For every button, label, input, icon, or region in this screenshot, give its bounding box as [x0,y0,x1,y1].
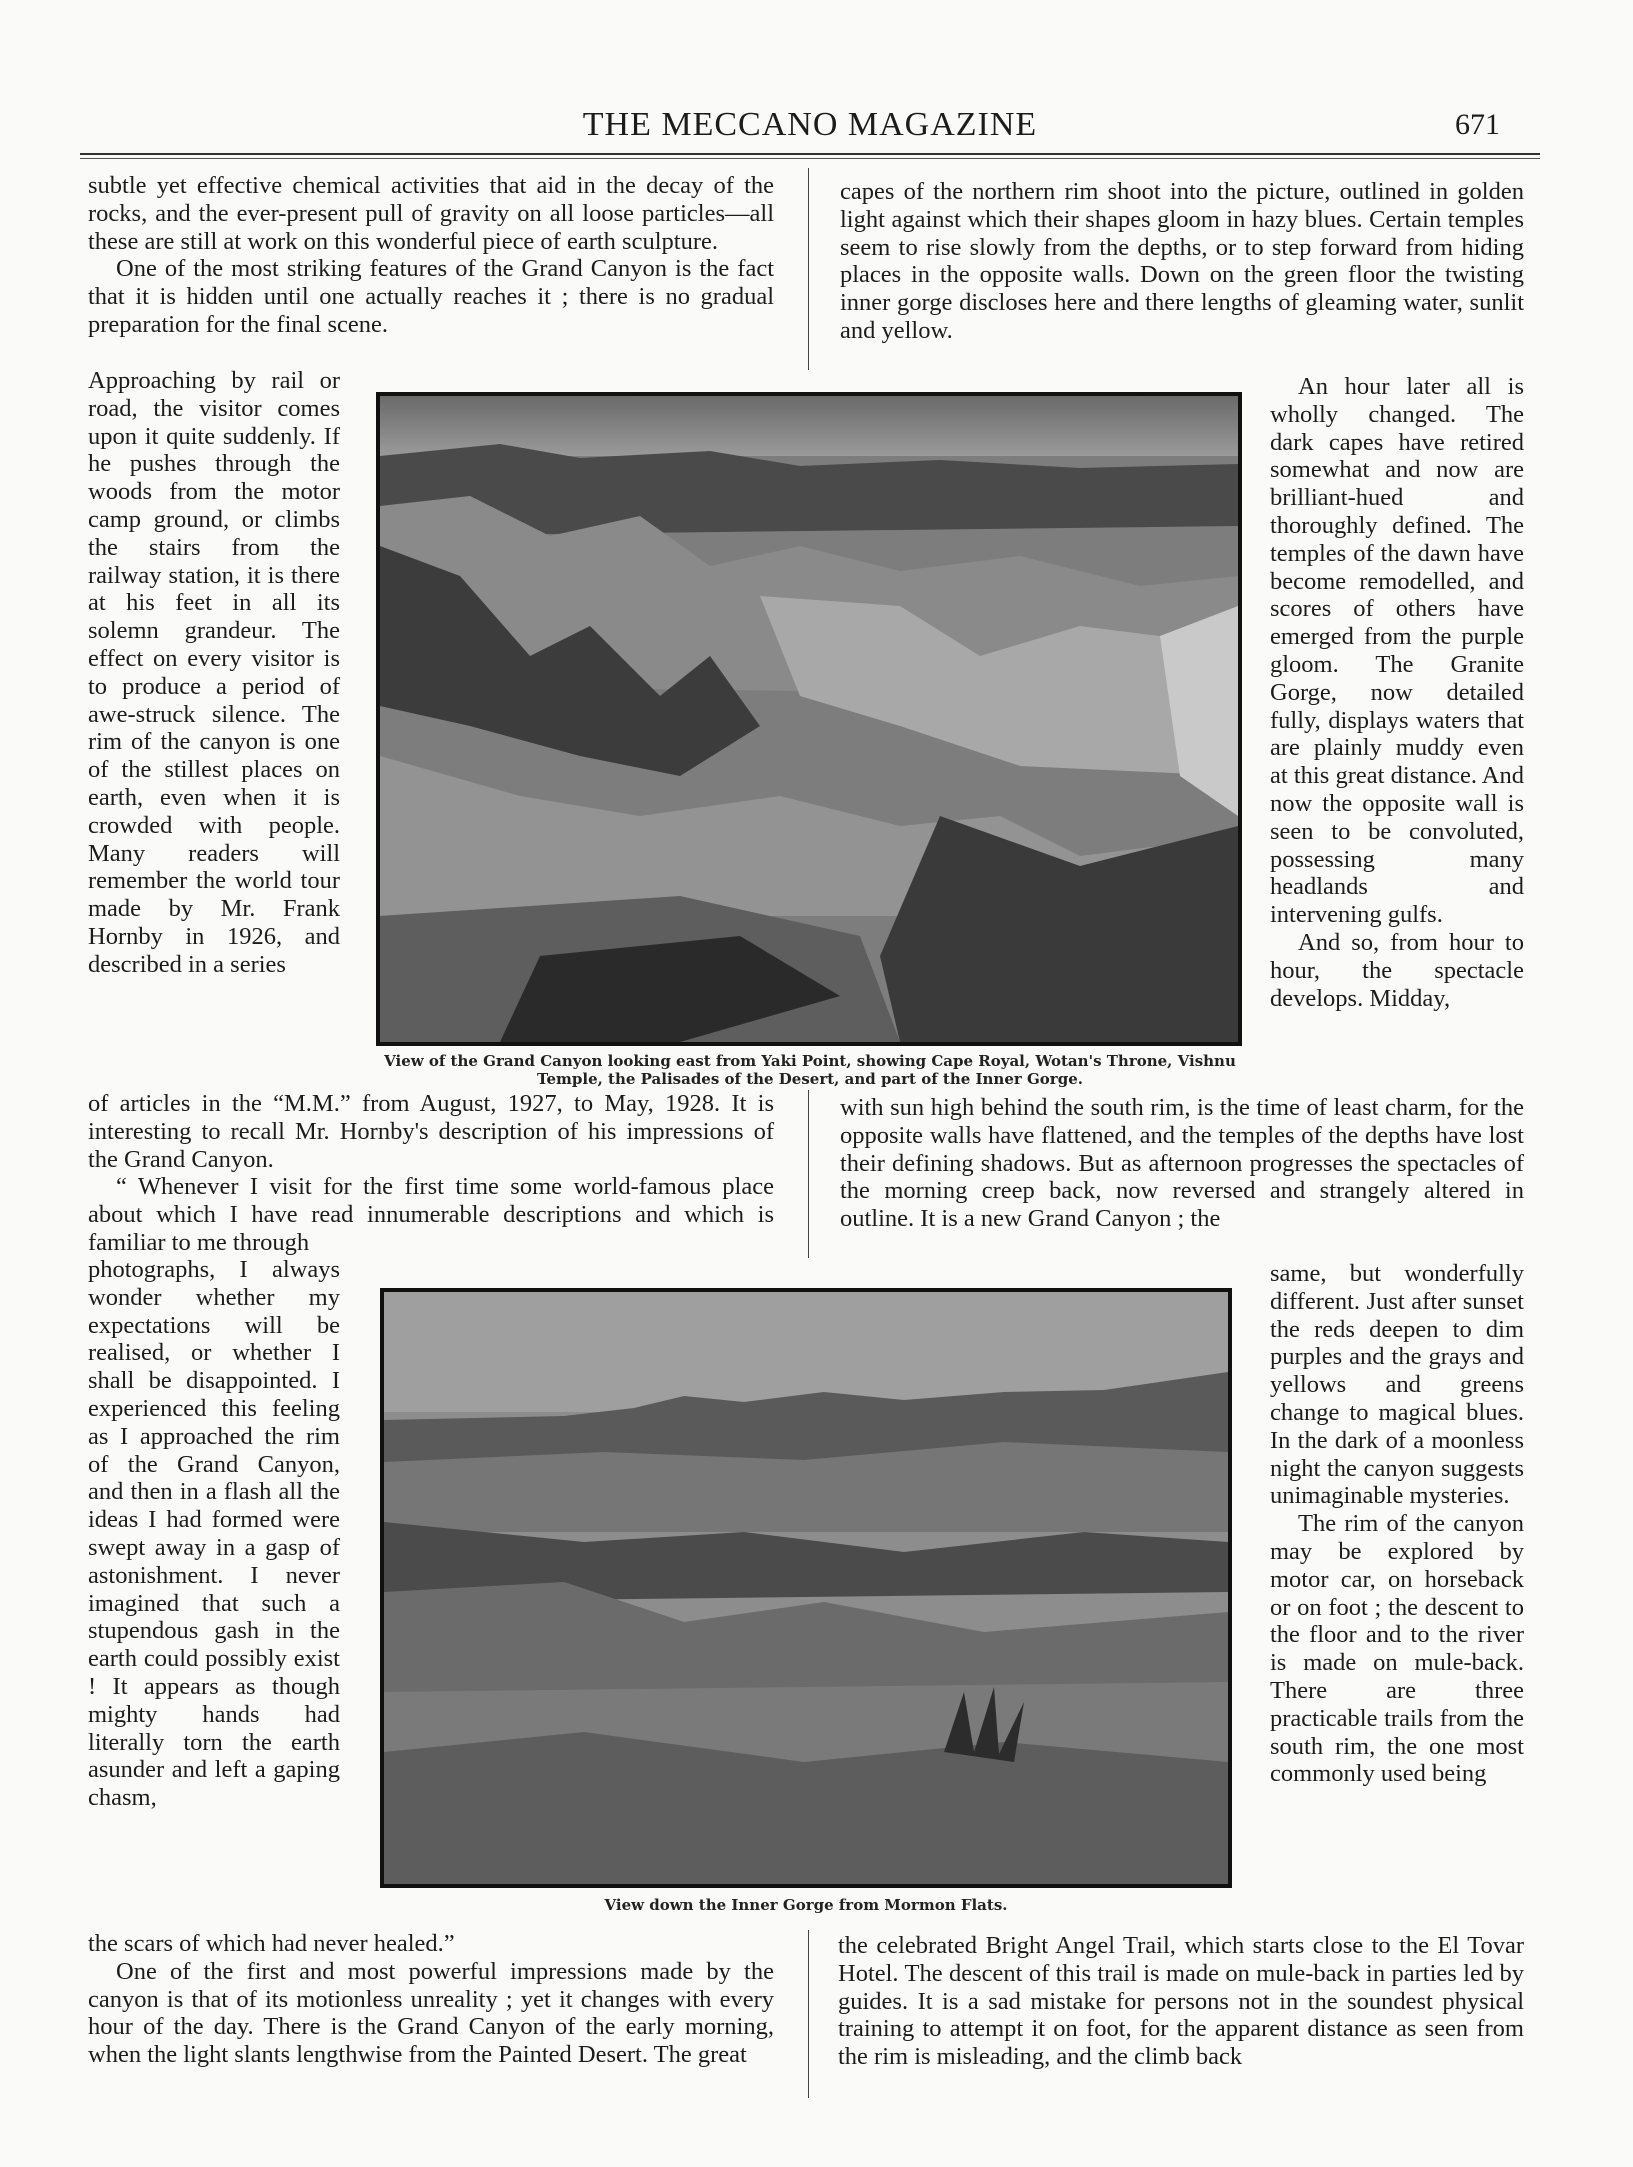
left-column-top [88,172,774,339]
magazine-title: THE MECCANO MAGAZINE [582,106,1038,143]
paragraph: same, but wonderfully different. Just after sunset the reds deepen to dim purples and the grays and yellows and greens change to magical blues. In the dark of a moonless night the canyon suggests unimaginable mysteries. [1270,1260,1524,1510]
inner-gorge-landscape-image [384,1292,1228,1884]
header-rule-thin [80,158,1540,159]
left-column-middle [88,1090,774,1257]
paragraph: photographs, I always wonder whether my expectations will be realised, or whether I shall be disappointed. I experienced this feeling as I approached the rim of the Grand Canyon, and then in a flash all the ideas I had formed were swept away in a gasp of astonishment. I never imagined that such a stupendous gash in the earth could possibly exist ! It appears as though mighty hands had literally torn the earth asunder and left a gaping chasm, [88,1256,340,1812]
page-number: 671 [1455,108,1500,141]
paragraph: of articles in the “M.M.” from August, 1927, to May, 1928. It is interesting to recall Mr. Hornby's description of his impressions of the Grand Canyon. [88,1090,774,1173]
column-divider-bottom [808,1930,809,2098]
paragraph: Approaching by rail or road, the visitor comes upon it quite suddenly. If he pushes through the woods from the motor camp ground, or climbs the stairs from the railway station, it is there at his feet in all its solemn grandeur. The effect on every visitor is to produce a period of awe-struck silence. The rim of the canyon is one of the stillest places on earth, even when it is crowded with people. Many readers will remember the world tour made by Mr. Frank Hornby in 1926, and described in a series [88,367,340,978]
paragraph: capes of the northern rim shoot into the picture, outlined in golden light against which their shapes gloom in hazy blues. Certain temples seem to rise slowly from the depths, or to step forward from hiding places in the opposite walls. Down on the green floor the twisting inner gorge discloses here and there lengths of gleaming water, sunlit and yellow. [840,178,1524,344]
paragraph: One of the most striking features of the Grand Canyon is the fact that it is hidden until one actually reaches it ; there is no gradual preparation for the final scene. [88,255,774,338]
page-header [80,100,1540,152]
grand-canyon-photo-yaki-point [376,392,1242,1046]
photo-caption-yaki-point: View of the Grand Canyon looking east from Yaki Point, showing Cape Royal, Wotan's Throne, Vishnu Temple, the Palisades of the Desert, and part of the Inner Gorge. [384,1052,1236,1088]
left-column-narrow-1 [88,367,340,979]
right-column-bottom [838,1932,1524,2071]
right-column-narrow-1 [1270,373,1524,1012]
paragraph: the celebrated Bright Angel Trail, which starts close to the El Tovar Hotel. The descent of this trail is made on mule-back in parties led by guides. It is a sad mistake for persons not in the soundest physical training to attempt it on foot, for the apparent distance as seen from the rim is misleading, and the climb back [838,1932,1524,2071]
paragraph: with sun high behind the south rim, is the time of least charm, for the opposite walls have flattened, and the temples of the depths have lost their defining shadows. But as afternoon progresses the spectacles of the morning creep back, now reversed and strangely altered in outline. It is a new Grand Canyon ; the [840,1094,1524,1233]
paragraph: subtle yet effective chemical activities that aid in the decay of the rocks, and the ever-present pull of gravity on all loose particles—all these are still at work on this wonderful piece of earth sculpture. [88,172,774,255]
paragraph: One of the first and most powerful impressions made by the canyon is that of its motionless unreality ; yet it changes with every hour of the day. There is the Grand Canyon of the early morning, when the light slants lengthwise from the Painted Desert. The great [88,1957,774,2069]
header-rule [80,153,1540,155]
photo-caption-mormon-flats: View down the Inner Gorge from Mormon Flats. [604,1896,1008,1914]
right-column-top [840,178,1524,345]
column-divider-top [808,168,809,370]
left-column-narrow-2 [88,1256,340,1812]
left-column-bottom [88,1930,774,2069]
paragraph: An hour later all is wholly changed. The dark capes have retired somewhat and now are brilliant-hued and thoroughly defined. The temples of the dawn have become remodelled, and scores of others have emerged from the purple gloom. The Granite Gorge, now detailed fully, displays waters that are plainly muddy even at this great distance. And now the opposite wall is seen to be convoluted, possessing many headlands and intervening gulfs. [1270,373,1524,929]
right-column-narrow-2 [1270,1260,1524,1788]
paragraph: The rim of the canyon may be explored by motor car, on horseback or on foot ; the descent to the floor and to the river is made on mule-back. There are three practicable trails from the south rim, the one most commonly used being [1270,1510,1524,1788]
column-divider-middle [808,1090,809,1258]
paragraph: And so, from hour to hour, the spectacle develops. Midday, [1270,928,1524,1012]
canyon-landscape-image [380,396,1238,1042]
inner-gorge-photo-mormon-flats [380,1288,1232,1888]
right-column-middle [840,1094,1524,1233]
paragraph: the scars of which had never healed.” [88,1930,455,1957]
paragraph: “ Whenever I visit for the first time some world-famous place about which I have read innumerable descriptions and which is familiar to me through [88,1173,774,1256]
